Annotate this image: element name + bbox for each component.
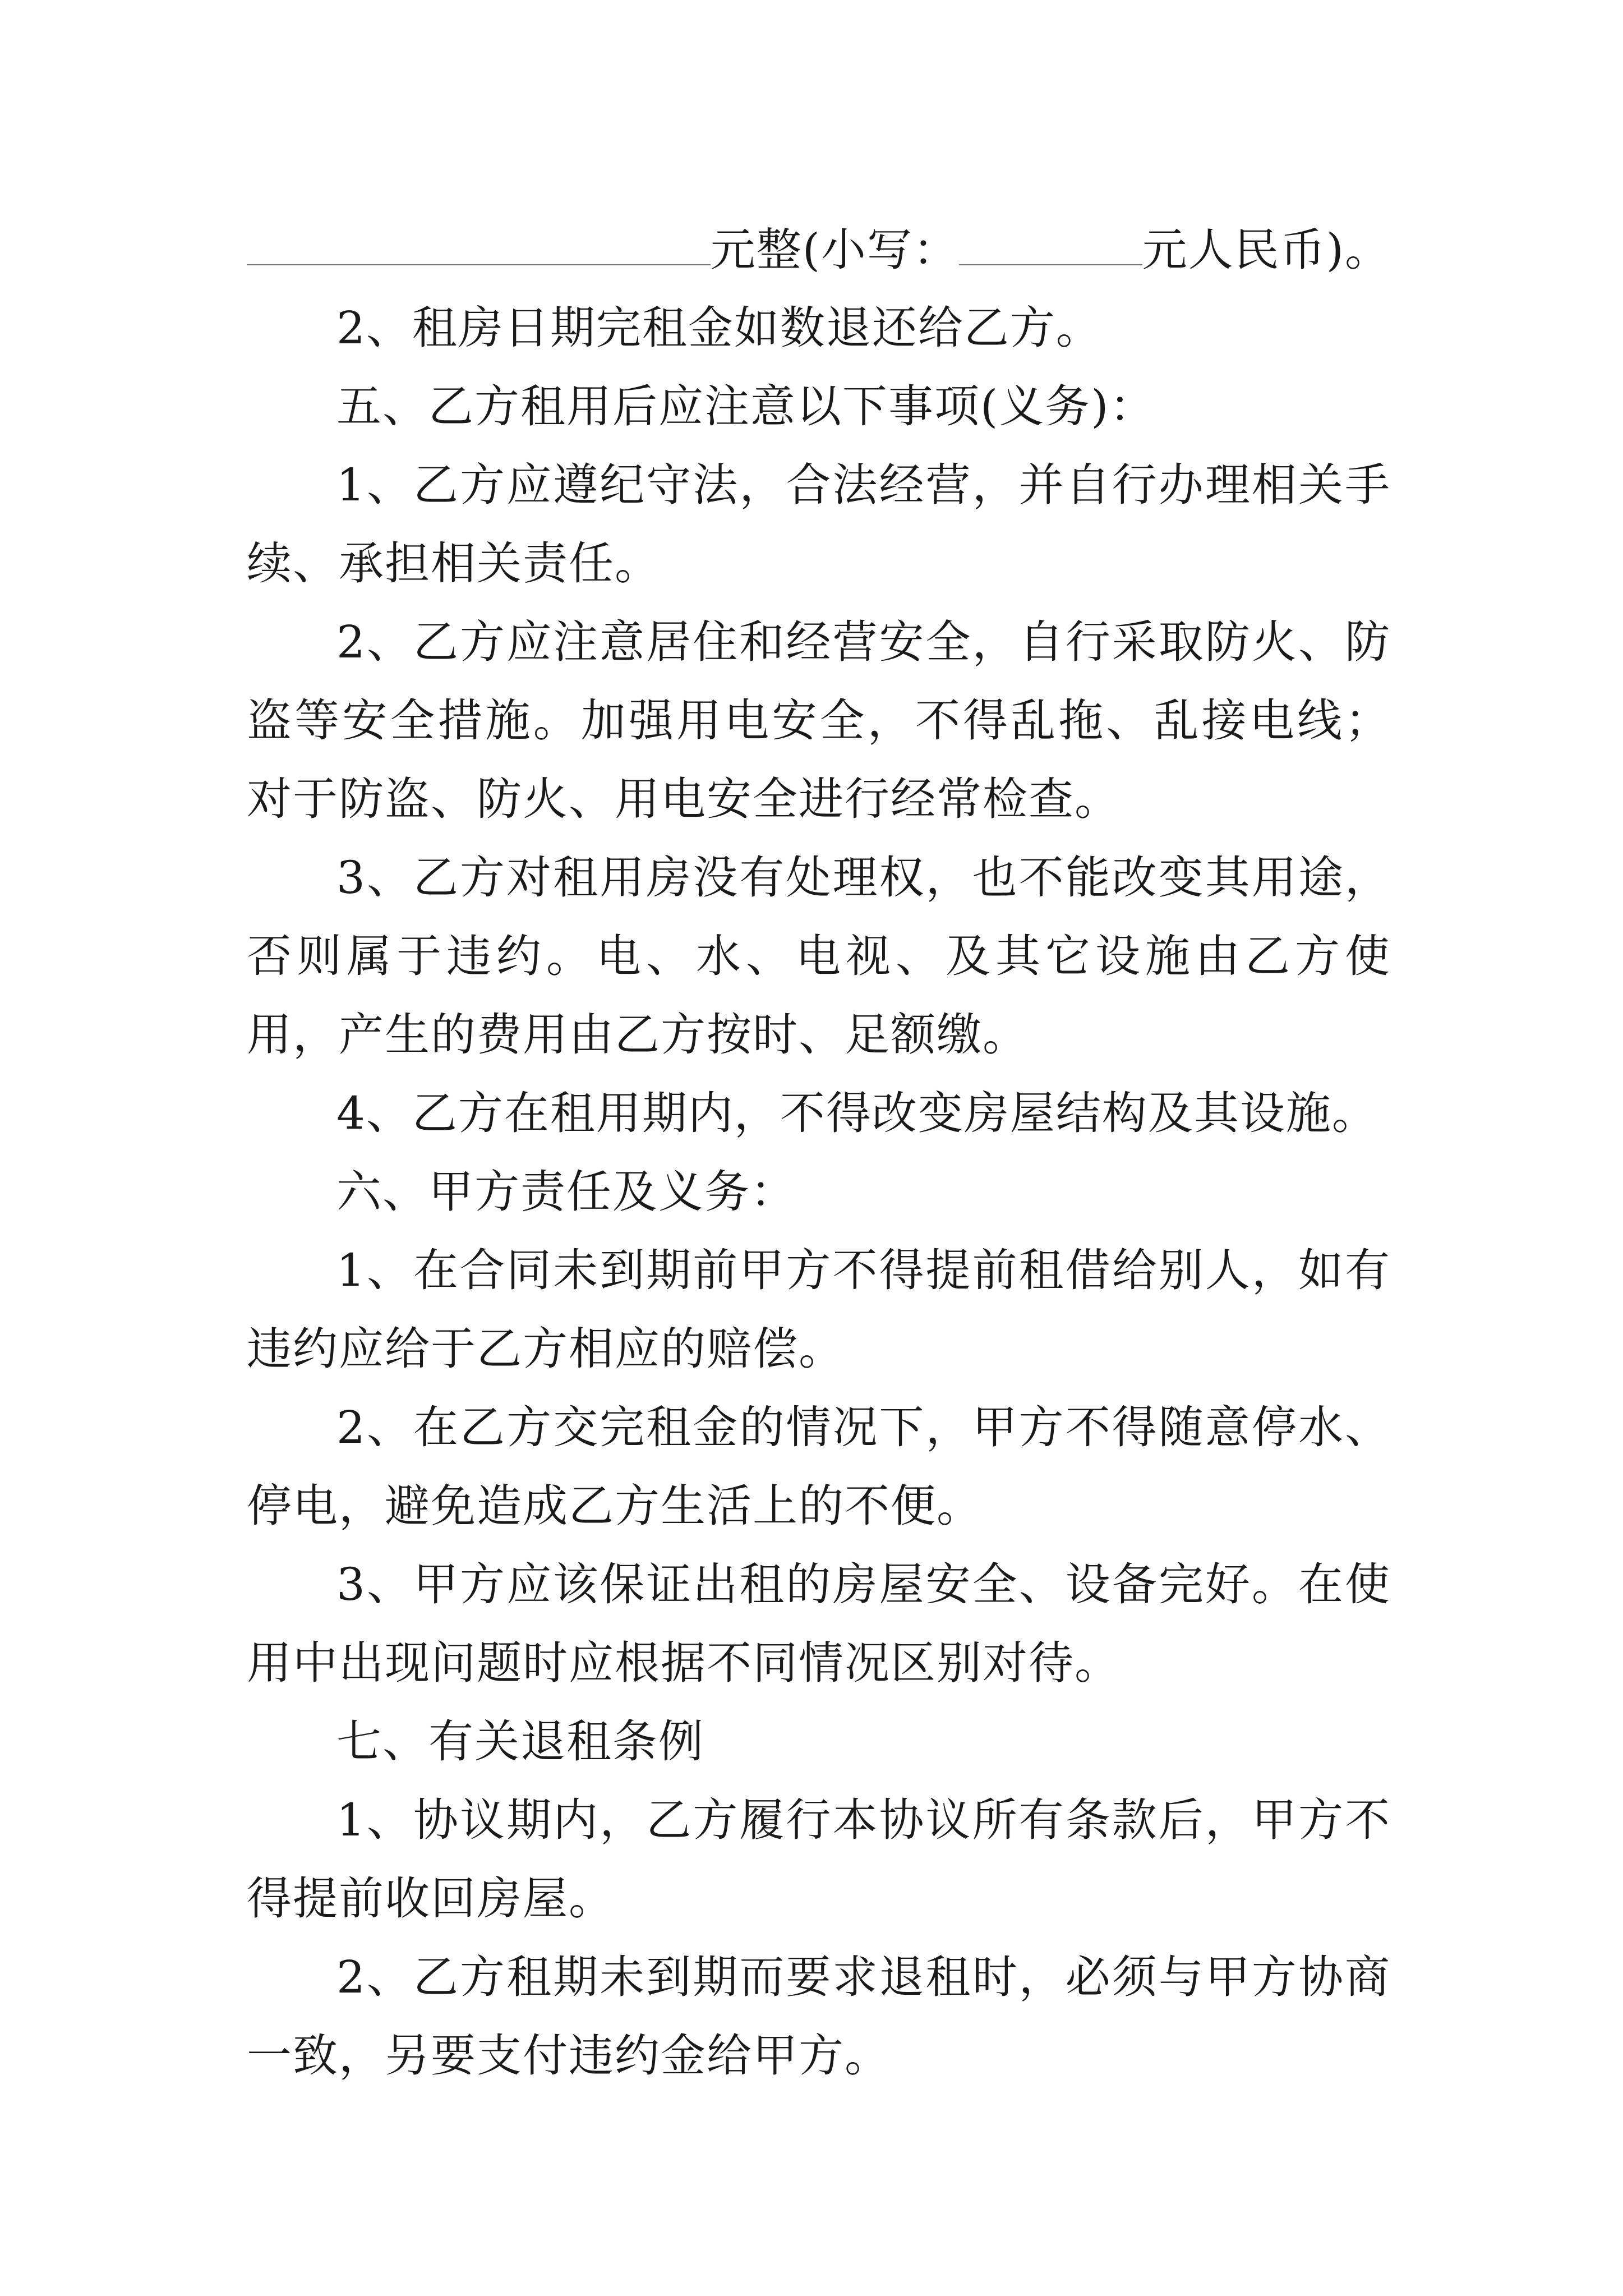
paragraph: 2、乙方应注意居住和经营安全，自行采取防火、防盗等安全措施。加强用电安全，不得乱拖、乱接电线；对于防盗、防火、用电安全进行经常检查。 [247,616,1391,825]
paragraph: 1、乙方应遵纪守法，合法经营，并自行办理相关手续、承担相关责任。 [247,459,1391,590]
paragraph: 2、乙方租期未到期而要求退租时，必须与甲方协商一致，另要支付违约金给甲方。 [247,1951,1391,2082]
paragraph: 2、租房日期完租金如数退还给乙方。 [336,302,1102,354]
amount-text-2: 元人民币)。 [1142,224,1391,276]
amount-lowercase-blank [959,210,1142,265]
paragraph: 1、在合同未到期前甲方不得提前租借给别人，如有违约应给于乙方相应的赔偿。 [247,1244,1391,1375]
paragraph: 4、乙方在租用期内，不得改变房屋结构及其设施。 [336,1087,1378,1139]
paragraph: 3、乙方对租用房没有处理权，也不能改变其用途，否则属于违约。电、水、电视、及其它设施由乙方使用，产生的费用由乙方按时、足额缴。 [247,852,1391,1061]
section-heading: 六、甲方责任及义务： [336,1166,796,1218]
paragraph: 3、甲方应该保证出租的房屋安全、设备完好。在使用中出现问题时应根据不同情况区别对待。 [247,1558,1391,1689]
section-heading: 五、乙方租用后应注意以下事项(义务)： [336,380,1156,432]
amount-uppercase-blank [247,210,711,265]
amount-line [247,210,1391,289]
section-heading: 七、有关退租条例 [336,1715,704,1768]
paragraph: 2、在乙方交完租金的情况下，甲方不得随意停水、停电，避免造成乙方生活上的不便。 [247,1401,1391,1532]
document-body [247,210,1391,2095]
paragraph: 1、协议期内，乙方履行本协议所有条款后，甲方不得提前收回房屋。 [247,1794,1391,1925]
amount-text-1: 元整(小写： [710,224,959,276]
